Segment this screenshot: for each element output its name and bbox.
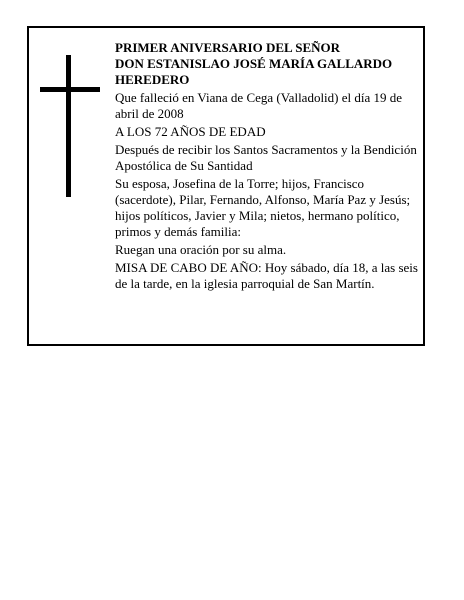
cross-icon [40, 55, 100, 197]
age-line: A LOS 72 AÑOS DE EDAD [115, 124, 266, 139]
mass-announcement: MISA DE CABO DE AÑO: Hoy sábado, día 18, a las seis de la tarde, en la iglesia parroquial de San Martín. [115, 260, 418, 291]
sacraments-line: Después de recibir los Santos Sacramentos y la Bendición Apostólica de Su Santidad [115, 142, 417, 173]
family-list: Su esposa, Josefina de la Torre; hijos, Francisco (sacerdote), Pilar, Fernando, Alfonso, María Paz y Jesús; hijos políticos, Javier y Mila; nietos, hermano político, primos y demás familia: [115, 176, 411, 239]
death-details: Que falleció en Viana de Cega (Valladolid) el día 19 de abril de 2008 [115, 90, 403, 121]
notice-text [115, 40, 421, 292]
obituary-notice [27, 26, 425, 346]
notice-heading-name: DON ESTANISLAO JOSÉ MARÍA GALLARDO HEREDERO [115, 56, 393, 87]
prayer-request: Ruegan una oración por su alma. [115, 242, 287, 257]
notice-heading-title: PRIMER ANIVERSARIO DEL SEÑOR [115, 40, 341, 55]
cross-horizontal-bar [40, 87, 100, 92]
cross-vertical-bar [66, 55, 71, 197]
